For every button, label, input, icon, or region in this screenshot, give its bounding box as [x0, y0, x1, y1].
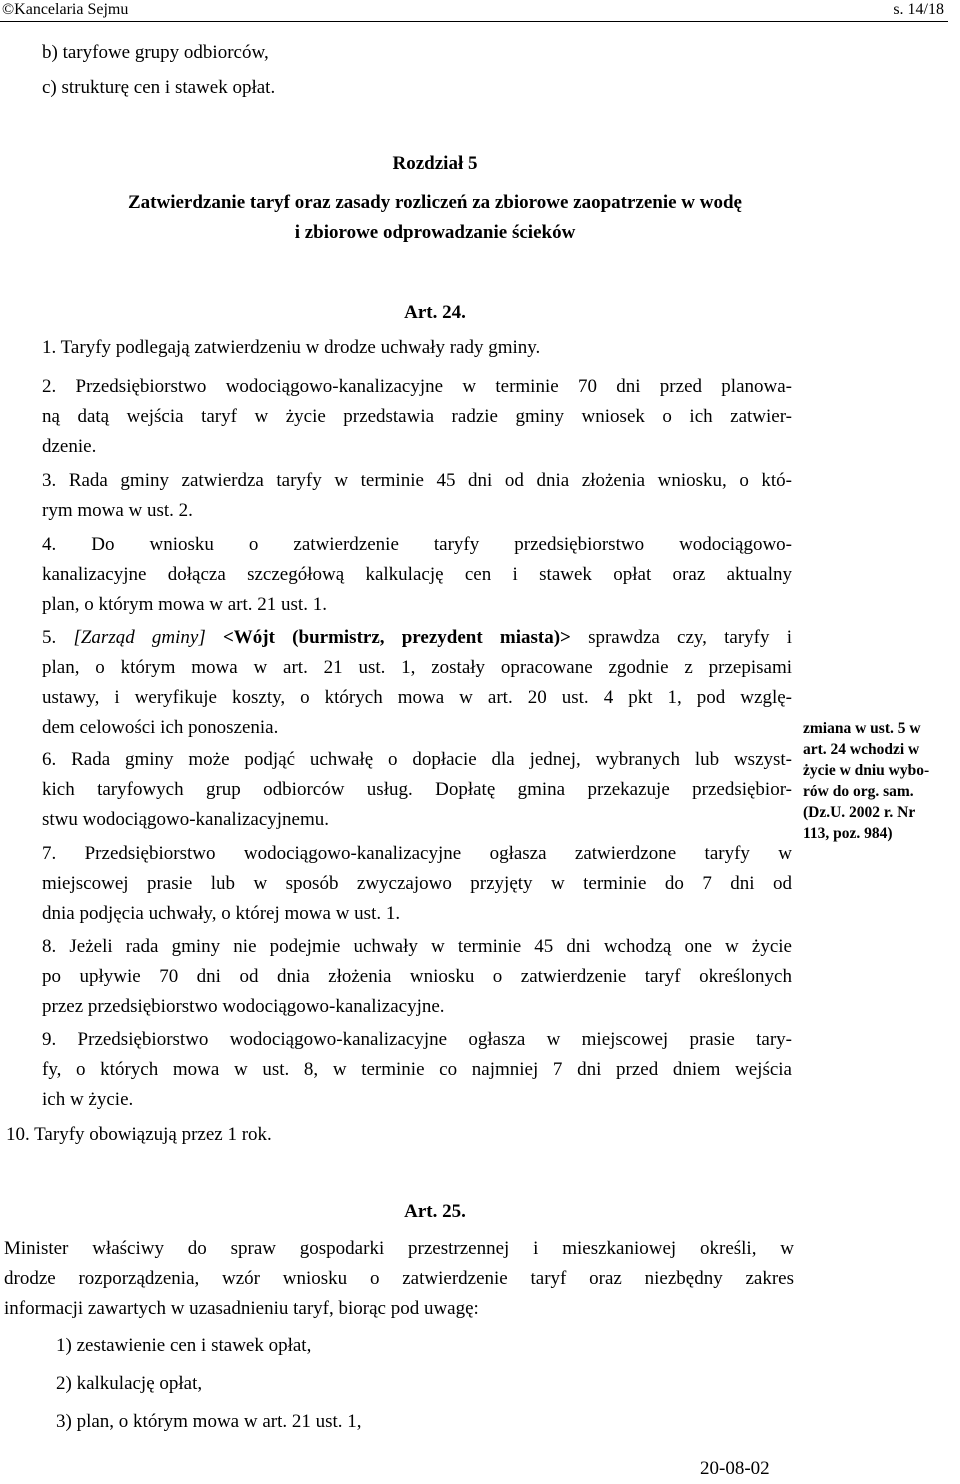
side-note-line: rów do org. sam.: [803, 783, 914, 800]
art24-para-3-line: rym mowa w ust. 2.: [42, 500, 193, 521]
art24-para-2-line: ną datą wejścia taryf w życie przedstawia radzie gminy wniosek o ich zatwier-: [42, 406, 792, 427]
art24-para-6-line: stwu wodociągowo-kanalizacyjnemu.: [42, 809, 330, 830]
struck-text-repealed: [Zarząd gminy]: [73, 627, 206, 648]
footer-date: 20-08-02: [700, 1458, 770, 1479]
art24-para-7-line: miejscowej prasie lub w sposób zwyczajowo przyjęty w terminie do 7 dni od: [42, 873, 792, 894]
header-page-number: s. 14/18: [893, 1, 944, 18]
art24-para-6: [42, 745, 792, 835]
art24-para-8-line: po upływie 70 dni od dnia złożenia wniosku o zatwierdzenie taryf określonych: [42, 966, 792, 987]
art24-para-9-line: fy, o których mowa w ust. 8, w terminie co najmniej 7 dni przed dniem wejścia: [42, 1059, 792, 1080]
art24-para-9-line: 9. Przedsiębiorstwo wodociągowo-kanalizacyjne ogłasza w miejscowej prasie tary-: [42, 1029, 792, 1050]
side-note-line: art. 24 wchodzi w: [803, 741, 920, 758]
header-divider: [0, 21, 948, 22]
art24-para-5-line: ustawy, i weryfikuje koszty, o których mowa w art. 20 ust. 4 pkt 1, pod wzglę-: [42, 687, 792, 708]
art25-intro-line: Minister właściwy do spraw gospodarki przestrzennej i mieszkaniowej określi, w: [4, 1238, 794, 1259]
art24-para-8: [42, 932, 792, 1022]
art24-para-8-line: przez przedsiębiorstwo wodociągowo-kanalizacyjne.: [42, 996, 445, 1017]
side-note-line: zmiana w ust. 5 w: [803, 720, 921, 737]
art24-para-10: 10. Taryfy obowiązują przez 1 rok.: [6, 1124, 272, 1145]
para-5-rest: sprawdza czy, taryfy i: [570, 627, 792, 648]
side-note-line: 113, poz. 984): [803, 825, 893, 842]
chapter-title-line-1: Zatwierdzanie taryf oraz zasady rozliczeń za zbiorowe zaopatrzenie w wodę: [128, 192, 742, 213]
art24-para-7-line: 7. Przedsiębiorstwo wodociągowo-kanalizacyjne ogłasza zatwierdzone taryfy w: [42, 843, 792, 864]
art24-para-7: [42, 839, 792, 929]
side-note-line: (Dz.U. 2002 r. Nr: [803, 804, 916, 821]
art24-para-4-line: kanalizacyjne dołącza szczegółową kalkulację cen i stawek opłat oraz aktualny: [42, 564, 792, 585]
art24-para-9: [42, 1025, 792, 1115]
art24-para-4-line: 4. Do wniosku o zatwierdzenie taryfy przedsiębiorstwo wodociągowo-: [42, 534, 792, 555]
art25-intro: [4, 1234, 794, 1324]
art24-para-3: [42, 466, 792, 526]
side-note-line: życie w dniu wybo-: [803, 762, 930, 779]
article-24-heading: Art. 24.: [404, 302, 466, 323]
art24-para-8-line: 8. Jeżeli rada gminy nie podejmie uchwały w terminie 45 dni wchodzą one w życie: [42, 936, 792, 957]
art24-para-2-line: dzenie.: [42, 436, 97, 457]
art24-para-5-line: [42, 623, 792, 653]
art24-para-5-line: dem celowości ich ponoszenia.: [42, 717, 279, 738]
art24-para-2-line: 2. Przedsiębiorstwo wodociągowo-kanalizacyjne w terminie 70 dni przed planowa-: [42, 376, 792, 397]
para-5-number: 5.: [42, 627, 74, 648]
list-item: 2) kalkulację opłat,: [56, 1373, 203, 1394]
art24-para-9-line: ich w życie.: [42, 1089, 134, 1110]
art24-para-3-line: 3. Rada gminy zatwierdza taryfy w terminie 45 dni od dnia złożenia wniosku, o któ-: [42, 470, 792, 491]
art25-intro-line: informacji zawartych w uzasadnieniu taryf, biorąc pod uwagę:: [4, 1298, 479, 1319]
list-item-c: c) strukturę cen i stawek opłat.: [42, 77, 276, 98]
art25-intro-line: drodze rozporządzenia, wzór wniosku o zatwierdzenie taryf oraz niezbędny zakres: [4, 1268, 794, 1289]
chapter-number: Rozdział 5: [392, 153, 478, 174]
art24-para-5-line: plan, o którym mowa w art. 21 ust. 1, zostały opracowane zgodnie z przepisami: [42, 657, 792, 678]
inserted-text-amendment: <Wójt (burmistrz, prezydent miasta)>: [222, 627, 571, 648]
header-source: ©Kancelaria Sejmu: [2, 1, 129, 18]
art24-para-6-line: kich taryfowych grup odbiorców usług. Dopłatę gmina przekazuje przedsiębior-: [42, 779, 792, 800]
art24-para-6-line: 6. Rada gminy może podjąć uchwałę o dopłacie dla jednej, wybranych lub wszyst-: [42, 749, 792, 770]
art24-para-1: 1. Taryfy podlegają zatwierdzeniu w drodze uchwały rady gminy.: [42, 337, 541, 358]
list-item-b: b) taryfowe grupy odbiorców,: [42, 42, 269, 63]
list-item: 1) zestawienie cen i stawek opłat,: [56, 1335, 312, 1356]
art24-para-4: [42, 530, 792, 620]
art24-para-7-line: dnia podjęcia uchwały, o której mowa w ust. 1.: [42, 903, 401, 924]
article-25-heading: Art. 25.: [404, 1201, 466, 1222]
chapter-title-line-2: i zbiorowe odprowadzanie ścieków: [294, 222, 576, 243]
art24-para-4-line: plan, o którym mowa w art. 21 ust. 1.: [42, 594, 327, 615]
list-item: 3) plan, o którym mowa w art. 21 ust. 1,: [56, 1411, 362, 1432]
art24-para-5: [42, 623, 792, 743]
art24-para-2: [42, 372, 792, 462]
amendment-side-note: [803, 718, 960, 844]
